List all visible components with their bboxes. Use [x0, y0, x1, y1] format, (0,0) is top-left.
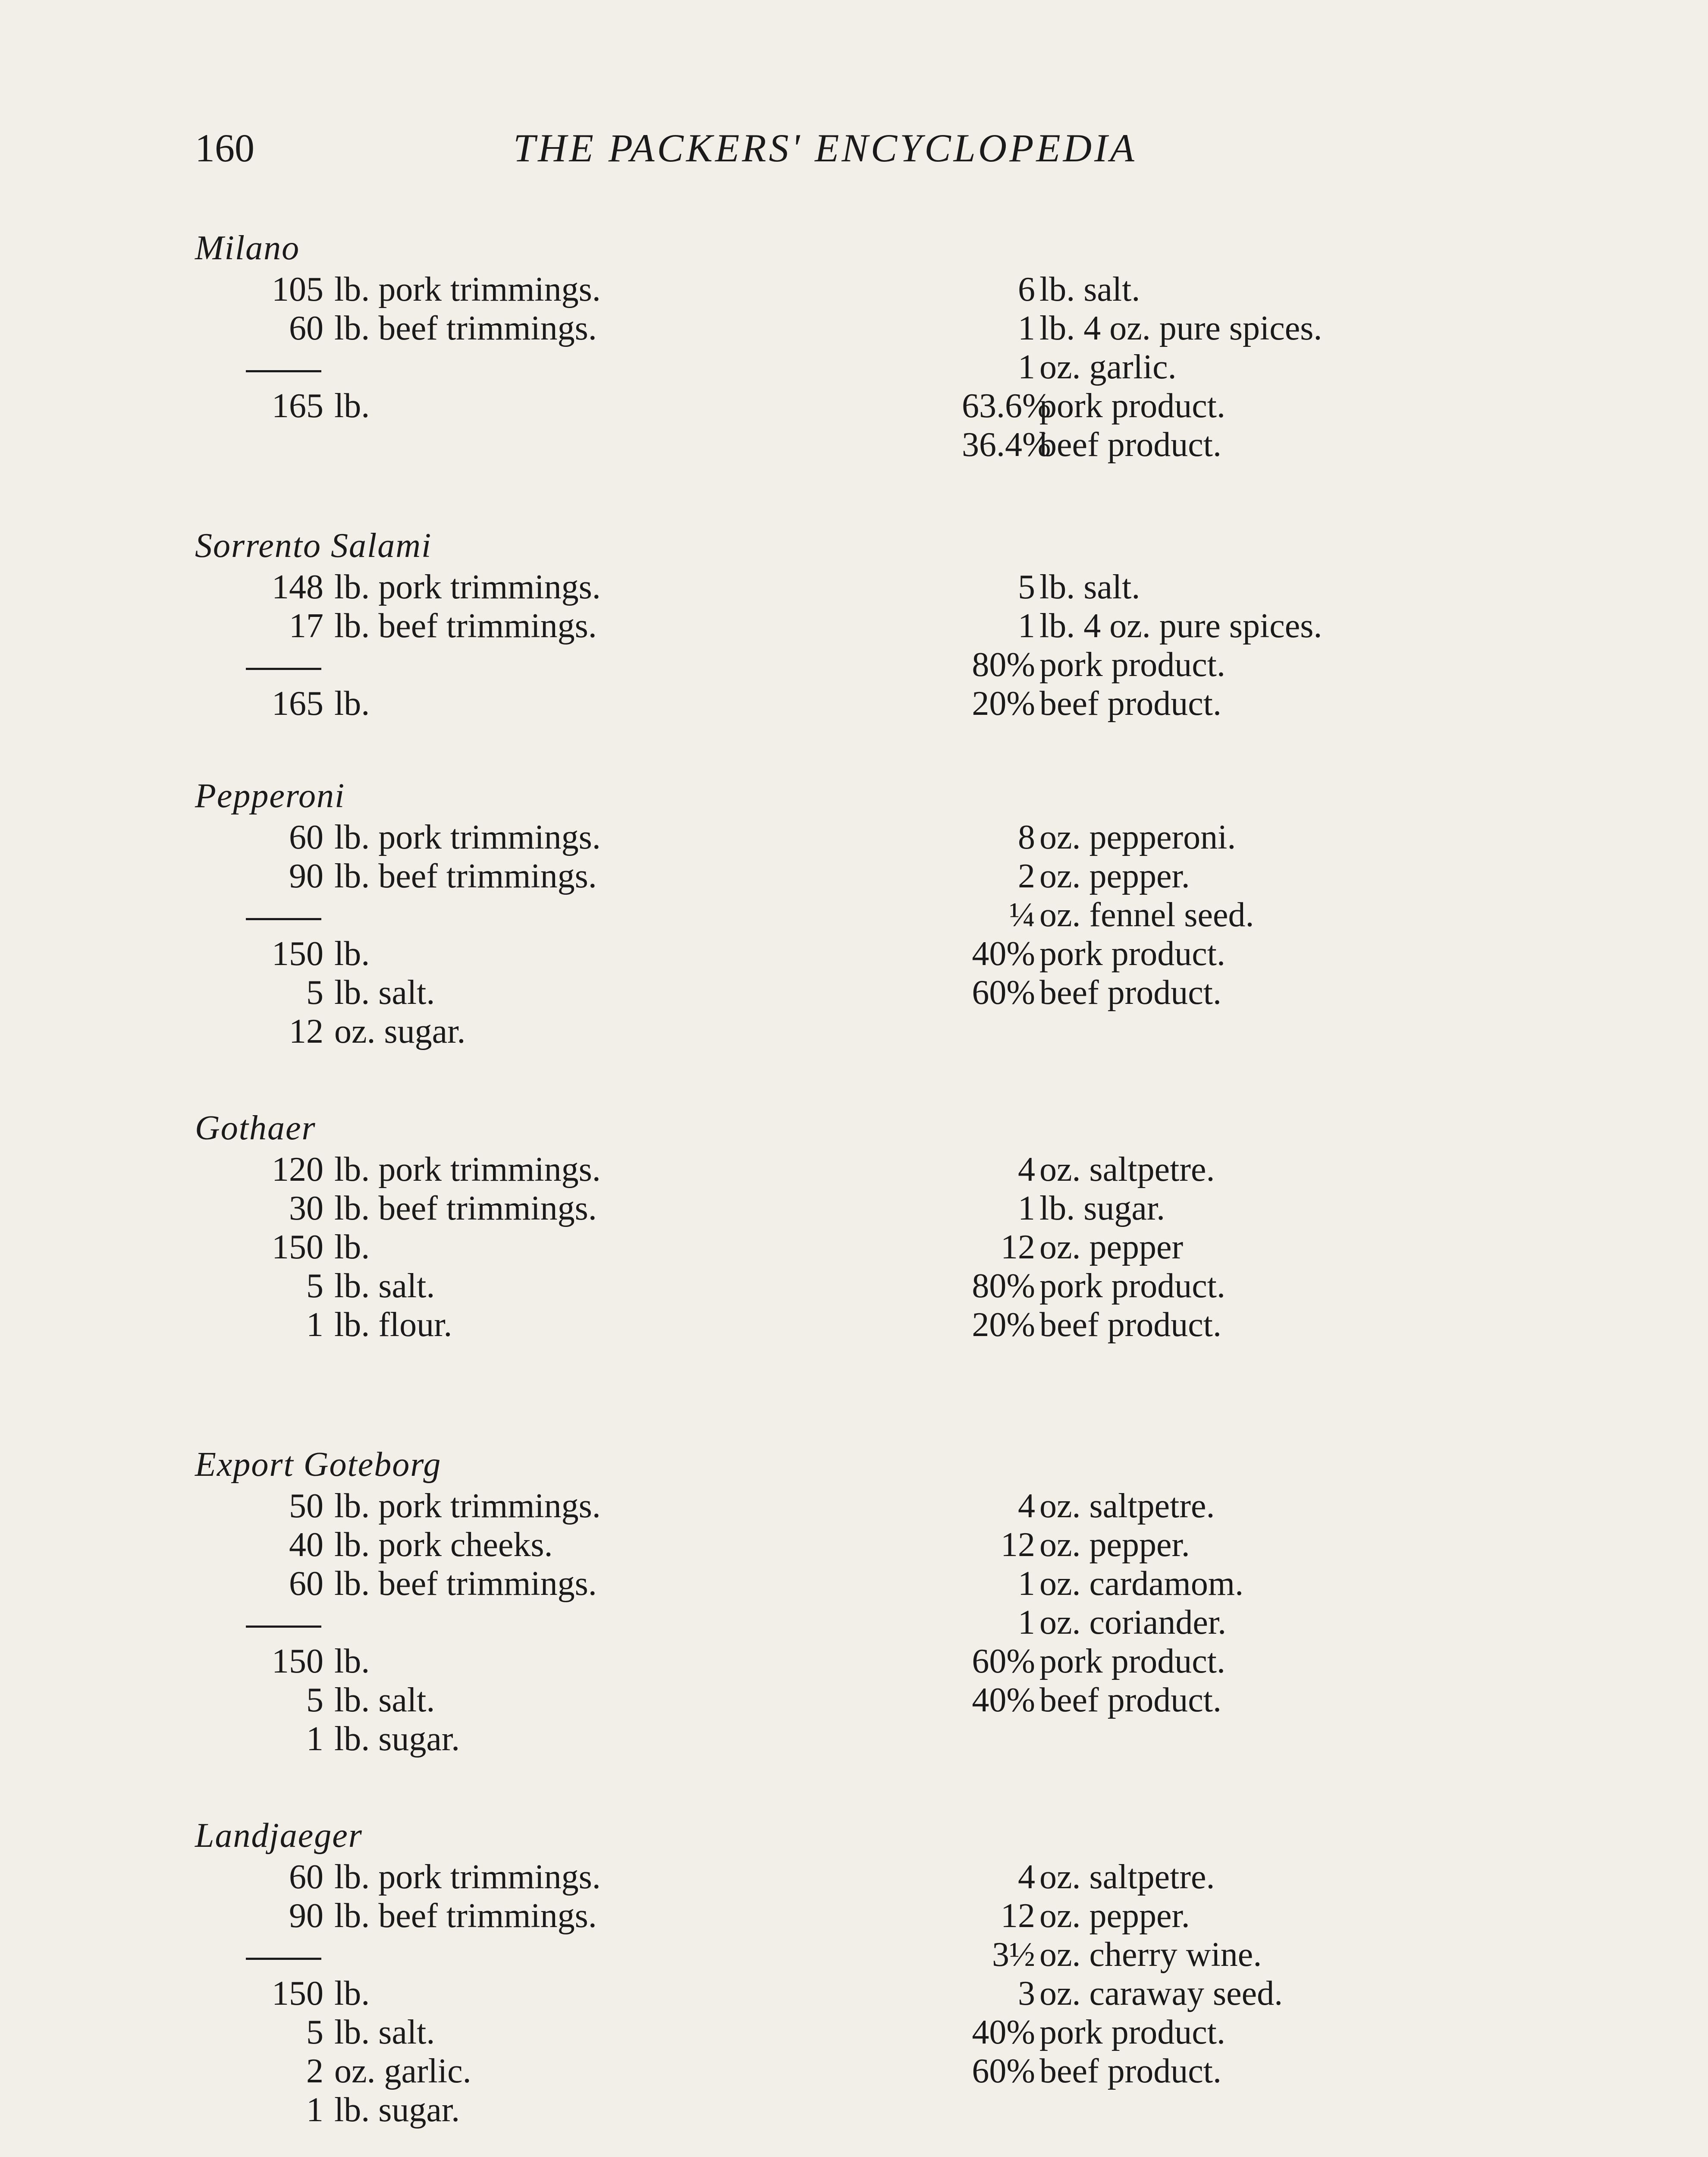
ingredient-quantity: 4: [1018, 1487, 1035, 1525]
ingredient-line: [863, 818, 1510, 857]
ingredient-description: pork product.: [1039, 646, 1226, 684]
sum-rule: [246, 370, 321, 372]
ingredient-line: [863, 1681, 1510, 1720]
recipe-title: Landjaeger: [195, 1817, 363, 1855]
ingredient-line: [863, 2052, 1510, 2091]
ingredient-quantity: 60%: [972, 2052, 1035, 2090]
ingredient-quantity: 40%: [972, 935, 1035, 973]
ingredient-description: oz. saltpetre.: [1039, 1151, 1215, 1189]
ingredient-description: lb. salt.: [334, 1681, 435, 1719]
ingredient-line: [863, 1228, 1510, 1267]
ingredient-description: lb. pork trimmings.: [334, 270, 601, 308]
ingredient-quantity: 40%: [972, 2013, 1035, 2051]
ingredient-line: [0, 1564, 863, 1603]
ingredient-description: pork product.: [1039, 1642, 1226, 1680]
ingredient-description: lb. beef trimmings.: [334, 1189, 597, 1227]
ingredient-description: oz. coriander.: [1039, 1604, 1227, 1641]
ingredient-quantity: 4: [1018, 1151, 1035, 1189]
recipe-title: Milano: [195, 229, 300, 267]
ingredient-quantity: 20%: [972, 1306, 1035, 1344]
ingredient-quantity: 90: [289, 1897, 323, 1935]
ingredient-description: beef product.: [1039, 426, 1222, 464]
recipe-title: Export Goteborg: [195, 1446, 442, 1484]
ingredient-description: pork product.: [1039, 935, 1226, 973]
ingredient-description: oz. pepper: [1039, 1228, 1184, 1266]
ingredient-quantity: 165: [272, 685, 323, 723]
ingredient-line: [0, 973, 863, 1012]
ingredient-quantity: 36.4%: [962, 426, 1051, 464]
ingredient-line: [0, 607, 863, 645]
ingredient-line: [0, 1012, 863, 1051]
ingredient-line: [0, 1642, 863, 1681]
ingredient-description: lb. pork trimmings.: [334, 818, 601, 856]
ingredient-quantity: 63.6%: [962, 387, 1051, 425]
ingredient-description: lb. pork trimmings.: [334, 1151, 601, 1189]
running-title: THE PACKERS' ENCYCLOPEDIA: [513, 126, 1137, 170]
ingredient-description: oz. pepper.: [1039, 1897, 1190, 1935]
ingredient-quantity: 1: [306, 2091, 323, 2129]
ingredient-quantity: 148: [272, 568, 323, 606]
recipe-title: Pepperoni: [195, 777, 345, 815]
ingredient-description: lb. salt.: [334, 974, 435, 1012]
ingredient-quantity: 4: [1018, 1858, 1035, 1896]
ingredient-quantity: 1: [1018, 348, 1035, 386]
ingredient-line: [0, 387, 863, 425]
ingredient-description: lb. salt.: [334, 1267, 435, 1305]
ingredient-quantity: 12: [1001, 1526, 1035, 1564]
ingredient-line: [863, 1305, 1510, 1344]
ingredient-description: lb. beef trimmings.: [334, 1897, 597, 1935]
ingredient-line: [863, 1603, 1510, 1642]
ingredient-line: [0, 1267, 863, 1305]
ingredient-description: oz. pepper.: [1039, 857, 1190, 895]
ingredient-description: lb. sugar.: [334, 2091, 460, 2129]
ingredient-description: pork product.: [1039, 387, 1226, 425]
sum-rule: [246, 1626, 321, 1628]
ingredient-quantity: 60: [289, 1565, 323, 1603]
ingredient-quantity: 5: [306, 1681, 323, 1719]
ingredient-quantity: 120: [272, 1151, 323, 1189]
ingredient-description: lb. beef trimmings.: [334, 607, 597, 645]
ingredient-description: beef product.: [1039, 685, 1222, 723]
ingredient-description: lb. salt.: [334, 2013, 435, 2051]
ingredient-quantity: 105: [272, 270, 323, 308]
recipe-title: Gothaer: [195, 1109, 316, 1147]
ingredient-description: lb. salt.: [1039, 568, 1140, 606]
ingredient-description: oz. saltpetre.: [1039, 1858, 1215, 1896]
ingredient-line: [0, 1681, 863, 1720]
ingredient-line: [863, 973, 1510, 1012]
ingredient-quantity: 80%: [972, 646, 1035, 684]
ingredient-line: [0, 309, 863, 348]
ingredient-quantity: 165: [272, 387, 323, 425]
ingredient-description: oz. pepper.: [1039, 1526, 1190, 1564]
ingredient-quantity: 90: [289, 857, 323, 895]
ingredient-quantity: 12: [1001, 1897, 1035, 1935]
page-header: [0, 125, 1708, 168]
ingredient-description: oz. saltpetre.: [1039, 1487, 1215, 1525]
ingredient-line: [0, 2052, 863, 2091]
ingredient-description: lb. pork trimmings.: [334, 568, 601, 606]
ingredient-line: [0, 1896, 863, 1935]
ingredient-line: [0, 1974, 863, 2013]
ingredient-description: oz. pepperoni.: [1039, 818, 1236, 856]
ingredient-description: lb.: [334, 1228, 370, 1266]
ingredient-line: [0, 270, 863, 309]
ingredient-line: [0, 1720, 863, 1758]
ingredient-description: lb.: [334, 685, 370, 723]
ingredient-description: oz. cherry wine.: [1039, 1936, 1262, 1974]
ingredient-line: [863, 1150, 1510, 1189]
ingredient-line: [0, 1189, 863, 1228]
ingredient-quantity: 150: [272, 1228, 323, 1266]
ingredient-quantity: 150: [272, 1642, 323, 1680]
sum-rule: [246, 1958, 321, 1960]
ingredient-description: lb.: [334, 1975, 370, 2012]
ingredient-description: lb.: [334, 387, 370, 425]
ingredient-quantity: 1: [1018, 1189, 1035, 1227]
ingredient-line: [0, 818, 863, 857]
ingredient-line: [0, 2091, 863, 2129]
ingredient-description: oz. cardamom.: [1039, 1565, 1244, 1603]
ingredient-line: [863, 309, 1510, 348]
ingredient-description: lb. beef trimmings.: [334, 857, 597, 895]
ingredient-line: [863, 1487, 1510, 1525]
ingredient-line: [0, 684, 863, 723]
ingredient-description: lb. sugar.: [334, 1720, 460, 1758]
ingredient-line: [863, 1858, 1510, 1896]
ingredient-quantity: 30: [289, 1189, 323, 1227]
ingredient-description: oz. caraway seed.: [1039, 1975, 1283, 2012]
sum-rule: [246, 918, 321, 920]
ingredient-line: [863, 896, 1510, 934]
ingredient-line: [863, 1642, 1510, 1681]
ingredient-line: [0, 934, 863, 973]
ingredient-quantity: 3½: [992, 1936, 1035, 1974]
ingredient-description: beef product.: [1039, 2052, 1222, 2090]
ingredient-quantity: 1: [306, 1306, 323, 1344]
ingredient-description: lb. pork cheeks.: [334, 1526, 553, 1564]
ingredient-line: [863, 1267, 1510, 1305]
ingredient-line: [0, 1487, 863, 1525]
ingredient-quantity: 60: [289, 818, 323, 856]
ingredient-quantity: ¼: [1009, 896, 1035, 934]
ingredient-line: [863, 1935, 1510, 1974]
ingredient-line: [863, 270, 1510, 309]
ingredient-quantity: 17: [289, 607, 323, 645]
ingredient-quantity: 60%: [972, 974, 1035, 1012]
ingredient-quantity: 6: [1018, 270, 1035, 308]
page-number: 160: [195, 126, 254, 170]
ingredient-description: beef product.: [1039, 1681, 1222, 1719]
ingredient-quantity: 40: [289, 1526, 323, 1564]
ingredient-description: oz. fennel seed.: [1039, 896, 1254, 934]
ingredient-line: [0, 1858, 863, 1896]
ingredient-line: [863, 607, 1510, 645]
ingredient-quantity: 1: [1018, 309, 1035, 347]
ingredient-line: [863, 934, 1510, 973]
ingredient-quantity: 60: [289, 1858, 323, 1896]
ingredient-line: [863, 1974, 1510, 2013]
ingredient-quantity: 12: [289, 1012, 323, 1050]
ingredient-quantity: 60%: [972, 1642, 1035, 1680]
ingredient-quantity: 150: [272, 1975, 323, 2012]
ingredient-description: oz. sugar.: [334, 1012, 466, 1050]
ingredient-line: [863, 568, 1510, 607]
ingredient-quantity: 3: [1018, 1975, 1035, 2012]
ingredient-quantity: 5: [306, 2013, 323, 2051]
ingredient-quantity: 20%: [972, 685, 1035, 723]
ingredient-quantity: 40%: [972, 1681, 1035, 1719]
sum-rule: [246, 668, 321, 670]
ingredient-description: lb. pork trimmings.: [334, 1858, 601, 1896]
ingredient-line: [863, 684, 1510, 723]
ingredient-description: lb. 4 oz. pure spices.: [1039, 607, 1322, 645]
ingredient-quantity: 5: [1018, 568, 1035, 606]
ingredient-line: [863, 425, 1510, 464]
ingredient-description: beef product.: [1039, 974, 1222, 1012]
ingredient-quantity: 60: [289, 309, 323, 347]
ingredient-description: lb. flour.: [334, 1306, 452, 1344]
ingredient-description: lb.: [334, 935, 370, 973]
ingredient-description: lb. pork trimmings.: [334, 1487, 601, 1525]
ingredient-description: beef product.: [1039, 1306, 1222, 1344]
ingredient-quantity: 12: [1001, 1228, 1035, 1266]
ingredient-description: pork product.: [1039, 2013, 1226, 2051]
ingredient-line: [863, 1564, 1510, 1603]
ingredient-description: oz. garlic.: [1039, 348, 1177, 386]
ingredient-quantity: 150: [272, 935, 323, 973]
ingredient-line: [863, 1189, 1510, 1228]
ingredient-line: [0, 568, 863, 607]
ingredient-line: [0, 1150, 863, 1189]
ingredient-line: [863, 645, 1510, 684]
ingredient-quantity: 5: [306, 974, 323, 1012]
ingredient-description: lb. beef trimmings.: [334, 309, 597, 347]
ingredient-line: [0, 1228, 863, 1267]
ingredient-line: [863, 2013, 1510, 2052]
ingredient-line: [863, 348, 1510, 387]
ingredient-description: lb. beef trimmings.: [334, 1565, 597, 1603]
ingredient-description: lb.: [334, 1642, 370, 1680]
ingredient-line: [863, 1896, 1510, 1935]
ingredient-quantity: 2: [1018, 857, 1035, 895]
ingredient-quantity: 50: [289, 1487, 323, 1525]
ingredient-line: [0, 2013, 863, 2052]
ingredient-quantity: 1: [1018, 1604, 1035, 1641]
ingredient-quantity: 8: [1018, 818, 1035, 856]
ingredient-line: [863, 857, 1510, 896]
ingredient-description: oz. garlic.: [334, 2052, 471, 2090]
recipe-title: Sorrento Salami: [195, 527, 432, 565]
ingredient-description: lb. salt.: [1039, 270, 1140, 308]
ingredient-quantity: 1: [1018, 607, 1035, 645]
ingredient-description: lb. 4 oz. pure spices.: [1039, 309, 1322, 347]
ingredient-line: [0, 1305, 863, 1344]
ingredient-quantity: 1: [1018, 1565, 1035, 1603]
ingredient-line: [863, 1525, 1510, 1564]
ingredient-line: [0, 857, 863, 896]
ingredient-quantity: 80%: [972, 1267, 1035, 1305]
ingredient-line: [0, 1525, 863, 1564]
ingredient-quantity: 5: [306, 1267, 323, 1305]
ingredient-description: lb. sugar.: [1039, 1189, 1165, 1227]
ingredient-quantity: 1: [306, 1720, 323, 1758]
ingredient-quantity: 2: [306, 2052, 323, 2090]
ingredient-description: pork product.: [1039, 1267, 1226, 1305]
ingredient-line: [863, 387, 1510, 425]
